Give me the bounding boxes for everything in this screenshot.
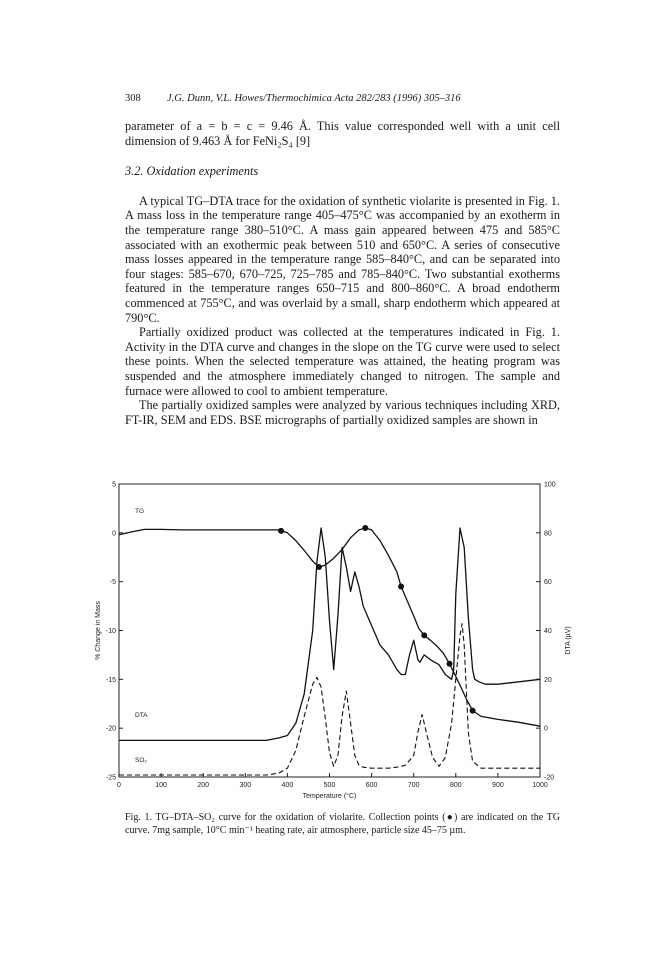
paragraph-3: The partially oxidized samples were analyzed by various techniques including XRD, FT-IR, SEM and EDS. BSE micrographs of partially oxidized samples are shown in [125, 398, 560, 427]
x-tick-label: 600 [365, 782, 378, 789]
y-left-tick-label: -5 [109, 579, 116, 587]
running-citation: J.G. Dunn, V.L. Howes/Thermochimica Acta 282/283 (1996) 305–316 [167, 93, 461, 104]
x-tick-label: 200 [197, 782, 210, 789]
x-tick-label: 700 [407, 782, 420, 789]
x-axis-label: Temperature (°C) [302, 793, 357, 800]
y-right-tick-label: 60 [544, 579, 552, 587]
y-right-tick-label: -20 [544, 774, 555, 782]
plot-frame [119, 484, 540, 777]
y-left-tick-label: -20 [105, 725, 116, 733]
y-left-tick-label: -10 [105, 628, 116, 635]
x-tick-label: 300 [239, 782, 252, 789]
curve-label-1: DTA [135, 712, 148, 719]
y-right-axis-label: DTA (µV) [565, 626, 572, 655]
collection-point [316, 564, 322, 570]
collection-point [470, 708, 476, 714]
x-tick-label: 400 [281, 782, 294, 789]
series-line-so2 [119, 624, 540, 775]
collection-point [421, 632, 427, 638]
y-left-tick-label: 5 [112, 481, 116, 489]
figure-caption: Fig. 1. TG–DTA–SO₂ curve for the oxidation of violarite. Collection points (●) are indicated on the TG curve. 7mg sample, 10°C min⁻¹ heating rate, air atmosphere, particle size 45–75 µm. [125, 812, 560, 836]
x-tick-label: 100 [155, 782, 167, 789]
y-left-axis-label: % Change in Mass [95, 601, 102, 660]
x-tick-label: 900 [492, 782, 504, 789]
paragraph-continued: parameter of a = b = c = 9.46 Å. This value corresponded well with a unit cell dimension of 9.463 Å for FeNi₂S₄ [9] [125, 119, 560, 148]
y-right-tick-label: 100 [544, 481, 556, 489]
section-heading: 3.2. Oxidation experiments [125, 164, 259, 179]
y-right-tick-label: 0 [544, 725, 548, 733]
y-left-tick-label: -15 [105, 676, 116, 684]
y-right-tick-label: 80 [544, 530, 552, 538]
y-right-tick-label: 20 [544, 676, 552, 684]
collection-point [398, 584, 404, 590]
x-tick-label: 500 [323, 782, 336, 789]
y-right-tick-label: 40 [544, 628, 552, 635]
collection-point [446, 661, 452, 667]
collection-point [362, 525, 368, 531]
x-tick-label: 1000 [532, 782, 548, 789]
collection-point [278, 528, 284, 534]
series-line-dta [119, 528, 540, 740]
curve-label-2: SO₂ [135, 757, 147, 764]
y-left-tick-label: 0 [112, 530, 116, 538]
curve-label-0: TG [135, 508, 145, 515]
paragraph-2: Partially oxidized product was collected at the temperatures indicated in Fig. 1. Activity in the DTA curve and changes in the slope on the TG curve were used to select these points. When the selected temperature was attained, the heating program was suspended and the atmosphere immediately changed to nitrogen. The sample and furnace were allowed to cool to ambient temperature. [125, 325, 560, 398]
page-number: 308 [125, 93, 141, 104]
y-left-tick-label: -25 [105, 774, 116, 782]
x-tick-label: 800 [449, 782, 462, 789]
paragraph-1: A typical TG–DTA trace for the oxidation of synthetic violarite is presented in Fig. 1. A mass loss in the temperature range 405–475°C was accompanied by an exotherm in the temperature range 380–510°C. A mass gain appeared between 475 and 585°C associated with an exothermic peak between 510 and 650°C. A series of consecutive mass losses appeared in the temperature range 585–840°C, and can be separated into four stages: 585–670, 670–725, 725–785 and 785–840°C. Two substantial exotherms featured in the temperature ranges 650–715 and 800–860°C. A broad endotherm commenced at 755°C, and was overlaid by a small, sharp endotherm which appeared at 790°C. [125, 193, 560, 325]
x-tick-label: 0 [117, 782, 121, 789]
